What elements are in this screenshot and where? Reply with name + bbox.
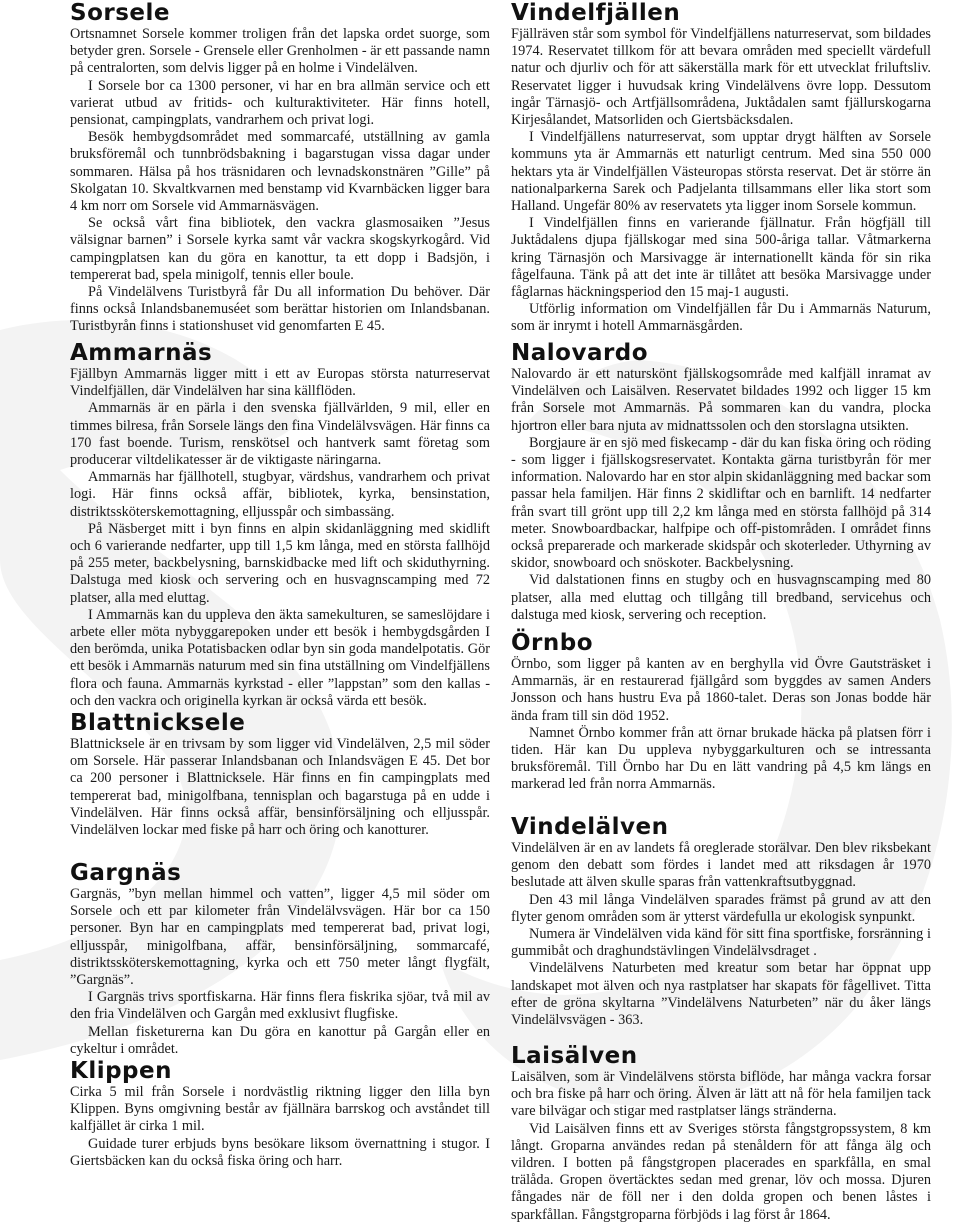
section-title: Sorsele [70, 0, 170, 26]
paragraph: Nalovardo är ett naturskönt fjällskogsområde med kalfjäll inramat av Vindelälven och Laisälven. Reservatet bildades 1992 och ligger 15 km från Sorsele mot Ammarnäs. På sommaren kan du vandra, plocka hjortron eller bara njuta av midnattssolen och den storslagna utsikten. [511, 366, 931, 434]
section-ammarnas [70, 340, 490, 710]
section-blattnicksele [70, 710, 490, 839]
section-sorsele [70, 0, 490, 336]
paragraph: Fjällräven står som symbol för Vindelfjällens naturreservat, som bildades 1974. Reservatet tillkom för att bevara områden med speciellt värdefull natur och djurliv och för att säkerställa mark för ett utvecklat friluftsliv. Reservatet ligger i huvudsak kring Vindelälvens övre lopp. Dessutom ingår Tärnasjö- och Artfjällsområdena, Juktådalen samt fjällurskogarna Kirjesålandet, Matsorliden och Giertsbäcksdalen. [511, 26, 931, 129]
paragraph: Vid dalstationen finns en stugby och en husvagnscamping med 80 platser, alla med eluttag och tillgång till bredband, servicehus och dalstuga med kiosk, servering och reception. [511, 572, 931, 623]
paragraph: Fjällbyn Ammarnäs ligger mitt i ett av Europas största naturreservat Vindelfjällen, där Vindelälven har sina källflöden. [70, 366, 490, 400]
section-gargnas [70, 860, 490, 1058]
paragraph: Namnet Örnbo kommer från att örnar brukade häcka på platsen förr i tiden. Här kan Du uppleva nybyggarkulturen och se intressanta bruksföremål. Till Örnbo har Du en lätt vandring på 4,5 km längs en markerad led från norra Ammarnäs. [511, 724, 931, 793]
paragraph: I Vindelfjällen finns en varierande fjällnatur. Från högfjäll till Juktådalens djupa fjällskogar med sina 500-åriga tallar. Våtmarkerna kring Tärnasjön och Marsivagge är internationellt kända för sin rika fågelfauna. Tänk på att det inte är tillåtet att besöka Marsivagge under fåglarnas häckningsperiod den 15 maj-1 augusti. [511, 215, 931, 301]
paragraph: Örnbo, som ligger på kanten av en berghylla vid Övre Gautsträsket i Ammarnäs, är en restaurerad fjällgård som byggdes av samen Anders Jonsson och hans hustru Eva på 1860-talet. Deras son Jonas bodde här ända fram till sin död 1952. [511, 656, 931, 724]
section-title: Klippen [70, 1058, 172, 1084]
paragraph: Blattnicksele är en trivsam by som ligger vid Vindelälven, 2,5 mil söder om Sorsele. Här passerar Inlandsbanan och Inlandsvägen E 45. Det bor ca 200 personer i Blattnicksele. Här finns en fin campingplats med tempererat bad, minigolfbana, tennisplan och bagarstuga på en udde i Vindelälven. Här finns också affär, bensinförsäljning och elljusspår. Vindelälven lockar med fiske på harr och öring och kanotturer. [70, 736, 490, 839]
section-title: Gargnäs [70, 860, 182, 886]
section-vindelfjallen [511, 0, 931, 336]
paragraph: Utförlig information om Vindelfjällen får Du i Ammarnäs Naturum, som är inrymt i hotell Ammarnäsgården. [511, 301, 931, 335]
paragraph: Vid Laisälven finns ett av Sveriges största fångstgropssystem, 8 km långt. Groparna användes redan på stenåldern för att fånga älg och vildren. I botten på fångstgropen placerades en sparkfålla, en smal trälåda. Gropen övertäcktes sedan med grenar, löv och mossa. Djuren fångades när de föll ner i den dolda gropen och benen låstes i sparkfållan. Fångstgroparna förbjöds i lag först år 1864. [511, 1120, 931, 1223]
paragraph: Vindelälvens Naturbeten med kreatur som betar har öppnat upp landskapet mot älven och nya rastplatser har skapats för fågellivet. Titta efter de gröna skyltarna ”Vindelälvens Naturbeten” när du åker längs Vindelälvsvägen - 363. [511, 960, 931, 1029]
paragraph: Se också vårt fina bibliotek, den vackra glasmosaiken ”Jesus välsignar barnen” i Sorsele kyrka samt vår vackra skogskyrkogård. Vid campingplatsen kan du göra en kanottur, ta ett dopp i Badsjön, i tempererat bad, spela minigolf, tennis eller boule. [70, 215, 490, 283]
paragraph: I Gargnäs trivs sportfiskarna. Här finns flera fiskrika sjöar, två mil av den fria Vindelälven och Gargån med exklusivt flugfiske. [70, 989, 490, 1023]
section-nalovardo [511, 340, 931, 624]
paragraph: Guidade turer erbjuds byns besökare liksom övernattning i stugor. I Giertsbäcken kan du också fiska öring och harr. [70, 1135, 490, 1169]
paragraph: Borgjaure är en sjö med fiskecamp - där du kan fiska öring och röding - som ligger i fjällskogsreservatet. Kontakta gärna turistbyrån för mer information. Nalovardo har en stor alpin skidanläggning med backar som passar hela familjen. Här finns 2 skidliftar och en barnlift. 14 nedfarter från svart till grönt upp till 2,2 km långa med en största fallhöjd på 314 meter. Snowboardbackar, halfpipe och off-pistområden. I området finns också preparerade och markerade skidspår och skoterleder. Uthyrning av skidor, snowboard och snöskoter. Backbelysning. [511, 434, 931, 572]
paragraph: Laisälven, som är Vindelälvens största biflöde, har många vackra forsar och bra fiske på harr och öring. Älven är lätt att nå för hela familjen tack vare bilvägar och stigar med rastplatser längs stränderna. [511, 1069, 931, 1120]
section-klippen [70, 1058, 490, 1170]
section-title: Blattnicksele [70, 710, 246, 736]
paragraph: I Sorsele bor ca 1300 personer, vi har en bra allmän service och ett varierat utbud av fritids- och kulturaktiviteter. Här finns hotell, pensionat, campingplats, vandrarhem och privat logi. [70, 77, 490, 129]
paragraph: Ortsnamnet Sorsele kommer troligen från det lapska ordet suorge, som betyder gren. Sorsele - Grensele eller Grenholmen - är ett passande namn på centralorten, som delvis ligger på en holme i Vindelälven. [70, 26, 490, 77]
paragraph: Vindelälven är en av landets få oreglerade storälvar. Den blev riksbekant genom den debatt som fördes i landet med att riksdagen år 1970 beslutade att älven skulle sparas från vattenkraftsutbyggnad. [511, 840, 931, 891]
section-title: Vindelälven [511, 814, 669, 840]
section-laisalven [511, 1043, 931, 1224]
section-title: Vindelfjällen [511, 0, 681, 26]
section-title: Ammarnäs [70, 340, 213, 366]
paragraph: Den 43 mil långa Vindelälven sparades främst på grund av att den flyter genom områden som är ytterst värdefulla ur ekologisk synpunkt. [511, 891, 931, 925]
section-ornbo [511, 630, 931, 794]
paragraph: I Vindelfjällens naturreservat, som upptar drygt hälften av Sorsele kommuns yta är Ammarnäs ett naturligt centrum. Med sina 550 000 hektars yta är Vindelfjällen Västeuropas största reservat. Det är större än nationalparkerna Sarek och Padjelanta tillsammans eller lika stort som Halland. Ungefär 80% av reservatets yta ligger inom Sorsele kommun. [511, 129, 931, 215]
section-title: Laisälven [511, 1043, 638, 1069]
paragraph: Gargnäs, ”byn mellan himmel och vatten”, ligger 4,5 mil söder om Sorsele och ett par kilometer från Vindelälvsvägen. Här bor ca 150 personer. Byn har en campingplats med tempererat bad, privat logi, elljusspår, minigolfbana, affär, bensinförsäljning, sommarcafé, distriktssköterskemottagning, kyrka och ett 750 meter långt flygfält, ”Gargnäs”. [70, 886, 490, 989]
paragraph: Cirka 5 mil från Sorsele i nordvästlig riktning ligger den lilla byn Klippen. Byns omgivning består av fjällnära barrskog och avståndet till kalfjället är cirka 1 mil. [70, 1084, 490, 1135]
paragraph: På Näsberget mitt i byn finns en alpin skidanläggning med skidlift och 6 varierande nedfarter, upp till 1,5 km långa, med en största fallhöjd på 255 meter, backbelysning, barnskidbacke med lift och skiduthyrning. Dalstuga med kiosk och servering och en husvagnscamping med 72 platser, alla med eluttag. [70, 520, 490, 606]
section-title: Örnbo [511, 630, 594, 656]
paragraph: Mellan fisketurerna kan Du göra en kanottur på Gargån eller en cykeltur i området. [70, 1023, 490, 1057]
paragraph: I Ammarnäs kan du uppleva den äkta samekulturen, se sameslöjdare i arbete eller möta nybyggarepoken under ett besök i hembygdsgården I den berömda, unika Potatisbacken odlar byn sin goda mandelpotatis. Gör ett besök i Ammarnäs naturum med sin fina utställning om Vindelfjällens flora och fauna. Ammarnäs kyrkstad - eller ”lappstan” som den kallas - och den vackra och originella kyrkan är också värda ett besök. [70, 606, 490, 709]
paragraph: Besök hembygdsområdet med sommarcafé, utställning av gamla bruksföremål och tunnbrödsbakning i bagarstugan vissa dagar under sommaren. Hälsa på hos träsnidaren och levnadskonstnären ”Gille” på Skolgatan 10. Skvaltkvarnen med benstamp vid Kvarnbäcken ligger bara 4 km norr om Sorsele vid Ammarnäsvägen. [70, 129, 490, 215]
section-title: Nalovardo [511, 340, 649, 366]
section-vindelalven [511, 814, 931, 1029]
paragraph: På Vindelälvens Turistbyrå får Du all information Du behöver. Där finns också Inlandsbanemuséet som berättar historien om Inlandsbanan. Turistbyrån finns i stationshuset vid genomfarten E 45. [70, 284, 490, 335]
paragraph: Ammarnäs är en pärla i den svenska fjällvärlden, 9 mil, eller en timmes bilresa, från Sorsele längs den fina Vindelälvsvägen. Här finns ca 170 fast boende. Turism, renskötsel och hantverk samt företag som producerar viltdelikatesser är de viktigaste näringarna. [70, 400, 490, 469]
paragraph: Numera är Vindelälven vida känd för sitt fina sportfiske, forsränning i gummibåt och draghundstävlingen Vindelälvsdraget . [511, 926, 931, 960]
paragraph: Ammarnäs har fjällhotell, stugbyar, värdshus, vandrarhem och privat logi. Här finns också affär, bibliotek, kyrka, bensinstation, distriktssköterskemottagning, elljusspår och simbassäng. [70, 469, 490, 520]
